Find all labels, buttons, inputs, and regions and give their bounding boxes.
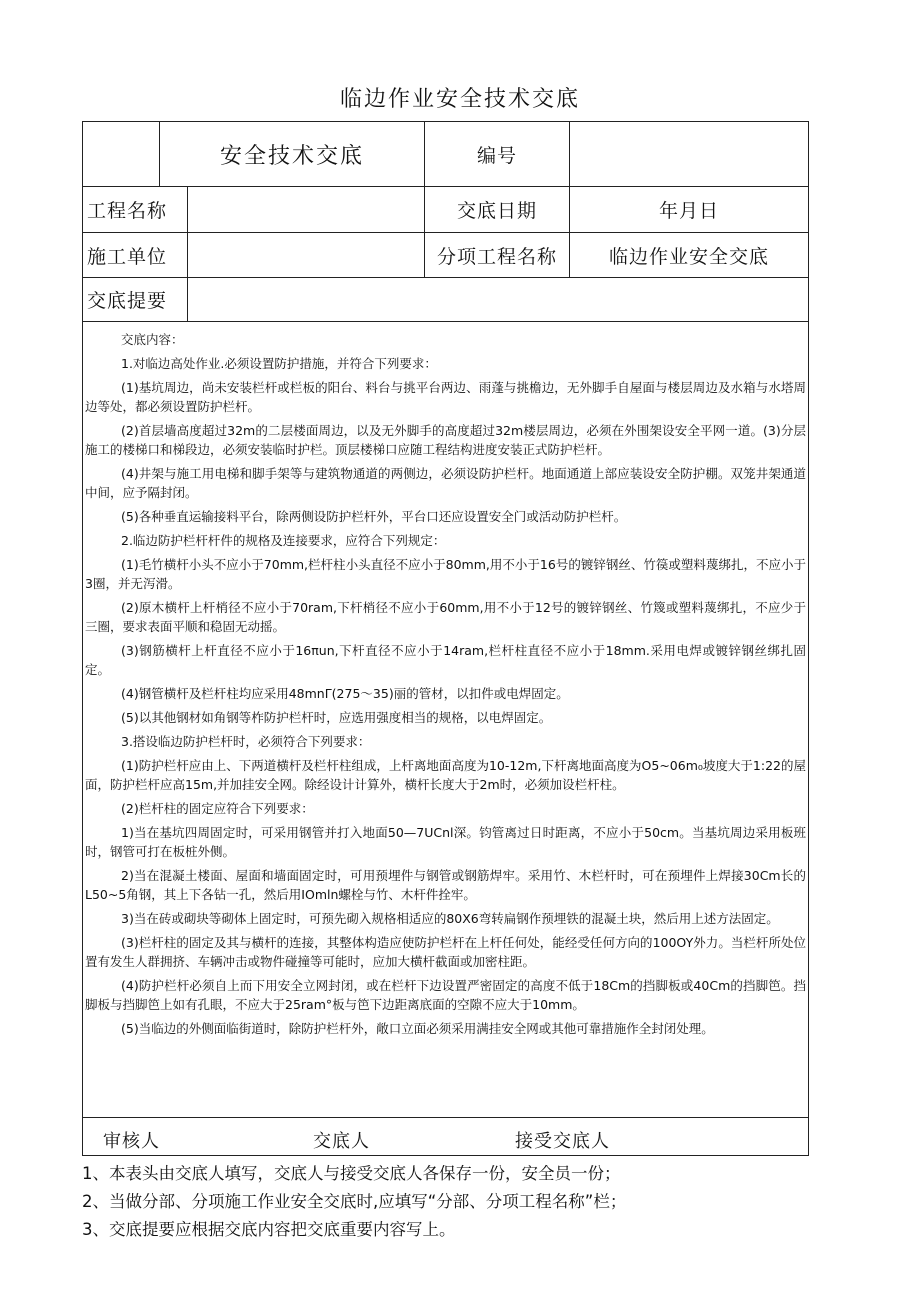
number-label: 编号 [425, 122, 570, 187]
sub-project-label: 分项工程名称 [425, 233, 570, 278]
content-paragraph: 交底内容： [121, 332, 184, 347]
project-name-label: 工程名称 [83, 187, 188, 233]
content-paragraph: (1)基坑周边，尚未安装栏杆或栏板的阳台、料台与挑平台两边、雨蓬与挑檐边，无外脚手自屋面与楼层周边及水箱与水塔周边等处，都必须设置防护栏杆。 [85, 380, 807, 414]
presenter-label: 交底人 [313, 1131, 370, 1152]
signature-cell [83, 1118, 809, 1156]
content-paragraph: (2)栏杆柱的固定应符合下列要求： [121, 801, 314, 816]
header-row [83, 122, 809, 187]
unit-label: 施工单位 [83, 233, 188, 278]
content-paragraph: (4)井架与施工用电梯和脚手架等与建筑物通道的两侧边，必须设防护栏杆。地面通道上部应装设安全防护棚。双笼井架通道中间，应予隔封闭。 [85, 466, 807, 500]
header-blank-cell [83, 122, 160, 187]
content-paragraph: (4)钢管横杆及栏杆柱均应采用48mnΓ(275～35)丽的管材，以扣件或电焊固定。 [121, 686, 569, 701]
number-value[interactable] [570, 122, 809, 187]
document-title: 临边作业安全技术交底 [339, 87, 580, 112]
signature-row [83, 1118, 809, 1156]
sub-project-value[interactable]: 临边作业安全交底 [570, 233, 809, 278]
footnote-item: 1、本表头由交底人填写，交底人与接受交底人各保存一份，安全员一份； [82, 1164, 621, 1183]
summary-row [83, 278, 809, 322]
content-paragraph: (1)毛竹横杆小头不应小于70mm,栏杆柱小头直径不应小于80mm,用不小于16号的镀锌钢丝、竹篌或塑料蔑绑扎，不应小于3圈，并无泻滑。 [85, 557, 807, 591]
content-paragraph: (5)以其他钢材如角钢等柞防护栏杆时，应选用强度相当的规格，以电焊固定。 [121, 710, 552, 725]
content-paragraph: (5)各种垂直运输接料平台，除两侧设防护栏杆外，平台口还应设置安全门或活动防护栏杆。 [121, 509, 627, 524]
content-paragraph: 2)当在混凝土楼面、屋面和墙面固定时，可用预埋件与钢管或钢筋焊牢。采用竹、木栏杆时，可在预埋件上焊接30Cm长的L50~5角钢，其上下各钻一孔，然后用IOmln螺栓与竹、木杆件拴牢。 [85, 868, 807, 902]
content-paragraph: 3.搭设临边防护栏杆时，必须符合下列要求： [121, 734, 371, 749]
content-paragraph: (2)首层墙高度超过32m的二层楼面周边，以及无外脚手的高度超过32m楼层周边，必须在外围架设安全平网一道。(3)分层施工的楼梯口和梯段边，必须安装临时护栏。顶层楼梯口应随工程结构进度安装正式防护栏杆。 [85, 423, 807, 457]
project-name-value[interactable] [188, 187, 425, 233]
content-paragraph: (4)防护栏杆必须自上而下用安全立网封闭，或在栏杆下边设置严密固定的高度不低于18Cm的挡脚板或40Cm的挡脚笆。挡脚板与挡脚笆上如有孔眼，不应大于25ram°板与笆下边距离底面的空隙不应大于10mm。 [85, 978, 807, 1012]
content-paragraph: (1)防护栏杆应由上、下两道横杆及栏杆柱组成，上杆离地面高度为10-12m,下杆离地面高度为O5~06m₀坡度大于1:22的屋面，防护栏杆应高15m,并加挂安全网。除经设计计算外，横杆长度大于2m时，必须加设栏杆柱。 [85, 758, 807, 792]
content-paragraph: 1)当在基坑四周固定时，可采用钢管并打入地面50—7UCnl深。钧管离过日时距离，不应小于50cm。当基坑周边采用板班时，钢管可打在板桩外侧。 [85, 825, 807, 859]
footnotes [82, 1160, 822, 1244]
summary-value[interactable] [188, 278, 809, 322]
content-row [83, 322, 809, 1118]
receiver-label: 接受交底人 [515, 1131, 610, 1152]
content-paragraph: (3)栏杆柱的固定及其与横杆的连接，其整体构造应使防护栏杆在上杆任何处，能经受任何方向的100OY外力。当栏杆所处位置有发生人群拥挤、车辆冲击或物件碰撞等可能时，应加大横杆截面或加密柱距。 [85, 935, 807, 969]
content-paragraph: 3)当在砖或砌块等砌体上固定时，可预先砌入规格相适应的80X6弯转扁钢作预埋铁的混凝土块，然后用上述方法固定。 [121, 911, 779, 926]
content-paragraph: 2.临边防护栏杆杆件的规格及连接要求，应符合下列规定： [121, 533, 446, 548]
footnote-item: 3、交底提要应根据交底内容把交底重要内容写上。 [82, 1220, 456, 1239]
unit-value[interactable] [188, 233, 425, 278]
disclosure-content [83, 322, 809, 1118]
summary-label: 交底提要 [83, 278, 188, 322]
unit-row [83, 233, 809, 278]
content-paragraph: (5)当临边的外侧面临街道时，除防护栏杆外，敞口立面必须采用满挂安全网或其他可靠措施作全封闭处理。 [121, 1021, 714, 1036]
footnote-item: 2、当做分部、分项施工作业安全交底时,应填写“分部、分项工程名称”栏； [82, 1192, 627, 1211]
disclosure-form [82, 121, 809, 1156]
content-paragraph: 1.对临边高处作业.必须设置防护措施，并符合下列要求： [121, 356, 437, 371]
project-row [83, 187, 809, 233]
reviewer-label: 审核人 [103, 1131, 160, 1152]
date-label: 交底日期 [425, 187, 570, 233]
content-paragraph: (3)钢筋横杆上杆直径不应小于16πun,下杆直径不应小于14ram,栏杆柱直径不应小于18mm.采用电焊或镀锌钢丝绑扎固定。 [85, 643, 807, 677]
doc-type-label: 安全技术交底 [160, 122, 425, 187]
content-paragraph: (2)原木横杆上杆梢径不应小于70ram,下杆梢径不应小于60mm,用不小于12号的镀锌钢丝、竹篾或塑料蔑绑扎，不应少于三圈，要求表面平顺和稳固无动摇。 [85, 600, 807, 634]
date-value[interactable]: 年月日 [570, 187, 809, 233]
